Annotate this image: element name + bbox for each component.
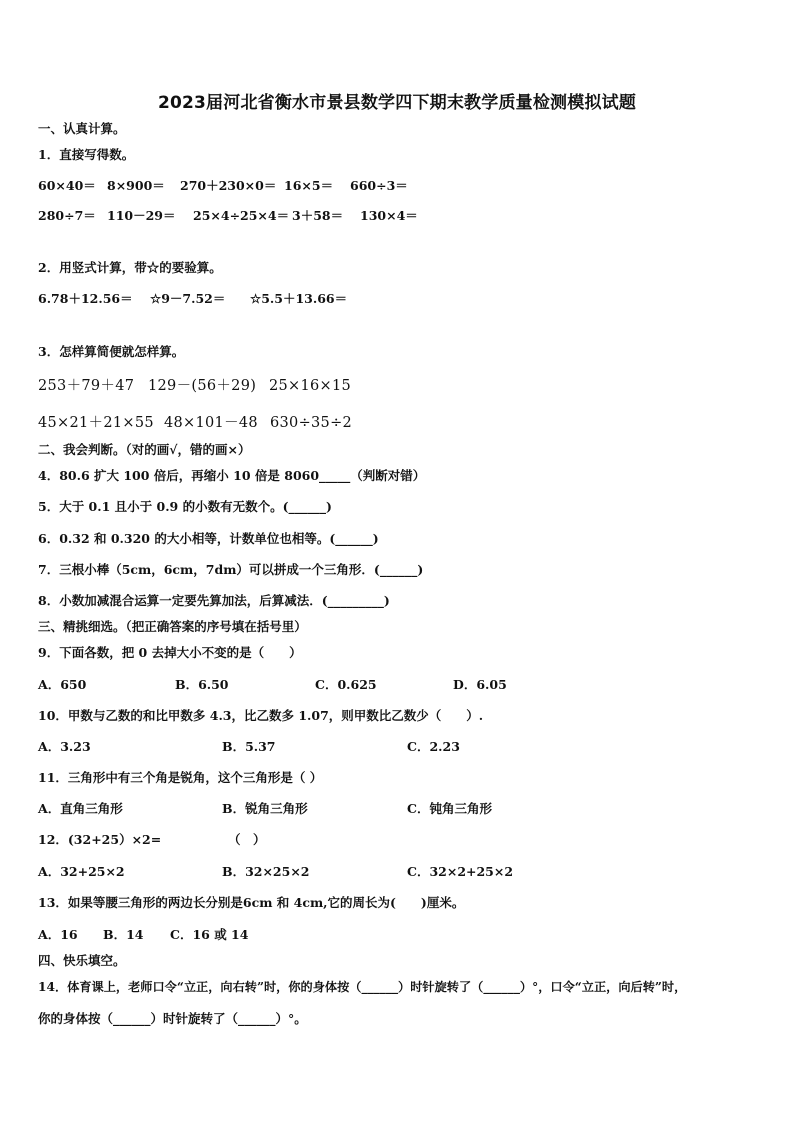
- question-9-stem: 9．下面各数，把 0 去掉大小不变的是（ ）: [38, 645, 302, 660]
- judge-question-6: 6．0.32 和 0.320 的大小相等，计数单位也相等。(______): [38, 531, 379, 546]
- option-b: B．14: [103, 927, 144, 942]
- question-13-stem: 13．如果等腰三角形的两边长分别是6cm 和 4cm,它的周长为( )厘米。: [38, 895, 465, 910]
- question-10-stem: 10．甲数与乙数的和比甲数多 4.3，比乙数多 1.07，则甲数比乙数少（ ）.: [38, 708, 484, 723]
- question-14-line-1: 14．体育课上，老师口令“立正，向右转”时，你的身体按（______）时针旋转了（______）°，口令“立正，向后转”时，: [38, 980, 687, 994]
- calc-item: 25×4÷25×4＝: [193, 208, 290, 223]
- section-heading-3: 三、精挑细选。（把正确答案的序号填在括号里）: [38, 619, 307, 634]
- question-2-prompt: 2．用竖式计算，带☆的要验算。: [38, 260, 222, 275]
- calc-item: 16×5＝: [284, 178, 334, 193]
- question-11-stem: 11．三角形中有三个角是锐角，这个三角形是（ ）: [38, 770, 323, 785]
- calc-item: 3＋58＝: [292, 208, 344, 223]
- option-d: D．6.05: [453, 677, 507, 692]
- calc-item: 660÷3＝: [350, 178, 408, 193]
- answer-blank: （ ）: [228, 832, 266, 847]
- judge-question-5: 5．大于 0.1 且小于 0.9 的小数有无数个。(______): [38, 499, 332, 514]
- question-3-prompt: 3．怎样算简便就怎样算。: [38, 344, 185, 359]
- simplify-item: 25×16×15: [269, 378, 352, 394]
- option-b: B．6.50: [175, 677, 229, 692]
- option-c: C．钝角三角形: [407, 801, 492, 816]
- question-1-prompt: 1．直接写得数。: [38, 147, 135, 162]
- calc-item: 270＋230×0＝: [180, 178, 277, 193]
- option-c: C．32×2+25×2: [407, 864, 514, 879]
- option-b: B．5.37: [222, 739, 276, 754]
- simplify-item: 48×101－48: [164, 415, 258, 431]
- section-heading-4: 四、快乐填空。: [38, 953, 126, 968]
- option-a: A．650: [38, 677, 87, 692]
- simplify-item: 253＋79＋47: [38, 378, 135, 394]
- judge-question-7: 7．三根小棒（5cm，6cm，7dm）可以拼成一个三角形．(______): [38, 562, 424, 577]
- question-12-stem: 12．(32+25）×2=: [38, 832, 162, 847]
- option-c: C．16 或 14: [170, 927, 249, 942]
- option-b: B．32×25×2: [222, 864, 310, 879]
- option-b: B．锐角三角形: [222, 801, 308, 816]
- calc-item: 280÷7＝: [38, 208, 96, 223]
- page-title: 2023届河北省衡水市景县数学四下期末教学质量检测模拟试题: [157, 93, 637, 113]
- simplify-item: 129－(56＋29): [148, 378, 257, 394]
- section-heading-1: 一、认真计算。: [38, 121, 126, 136]
- section-heading-2: 二、我会判断。（对的画√，错的画×）: [38, 442, 251, 457]
- option-a: A．16: [38, 927, 78, 942]
- question-14-line-2: 你的身体按（______）时针旋转了（______）°。: [38, 1011, 307, 1026]
- option-c: C．2.23: [407, 739, 460, 754]
- option-a: A．32+25×2: [38, 864, 125, 879]
- vertical-calc-item: 6.78＋12.56＝: [38, 291, 133, 306]
- vertical-calc-item: ☆9－7.52＝: [150, 291, 226, 306]
- judge-question-8: 8．小数加减混合运算一定要先算加法，后算减法．(_________): [38, 593, 390, 608]
- simplify-item: 45×21＋21×55: [38, 415, 154, 431]
- option-a: A．3.23: [38, 739, 91, 754]
- vertical-calc-item: ☆5.5＋13.66＝: [250, 291, 348, 306]
- calc-item: 60×40＝: [38, 178, 96, 193]
- judge-question-4: 4．80.6 扩大 100 倍后，再缩小 10 倍是 8060_____（判断对错）: [38, 468, 426, 483]
- calc-item: 110－29＝: [107, 208, 176, 223]
- calc-item: 8×900＝: [107, 178, 165, 193]
- option-a: A．直角三角形: [38, 801, 123, 816]
- simplify-item: 630÷35÷2: [270, 415, 353, 431]
- option-c: C．0.625: [315, 677, 377, 692]
- calc-item: 130×4＝: [360, 208, 418, 223]
